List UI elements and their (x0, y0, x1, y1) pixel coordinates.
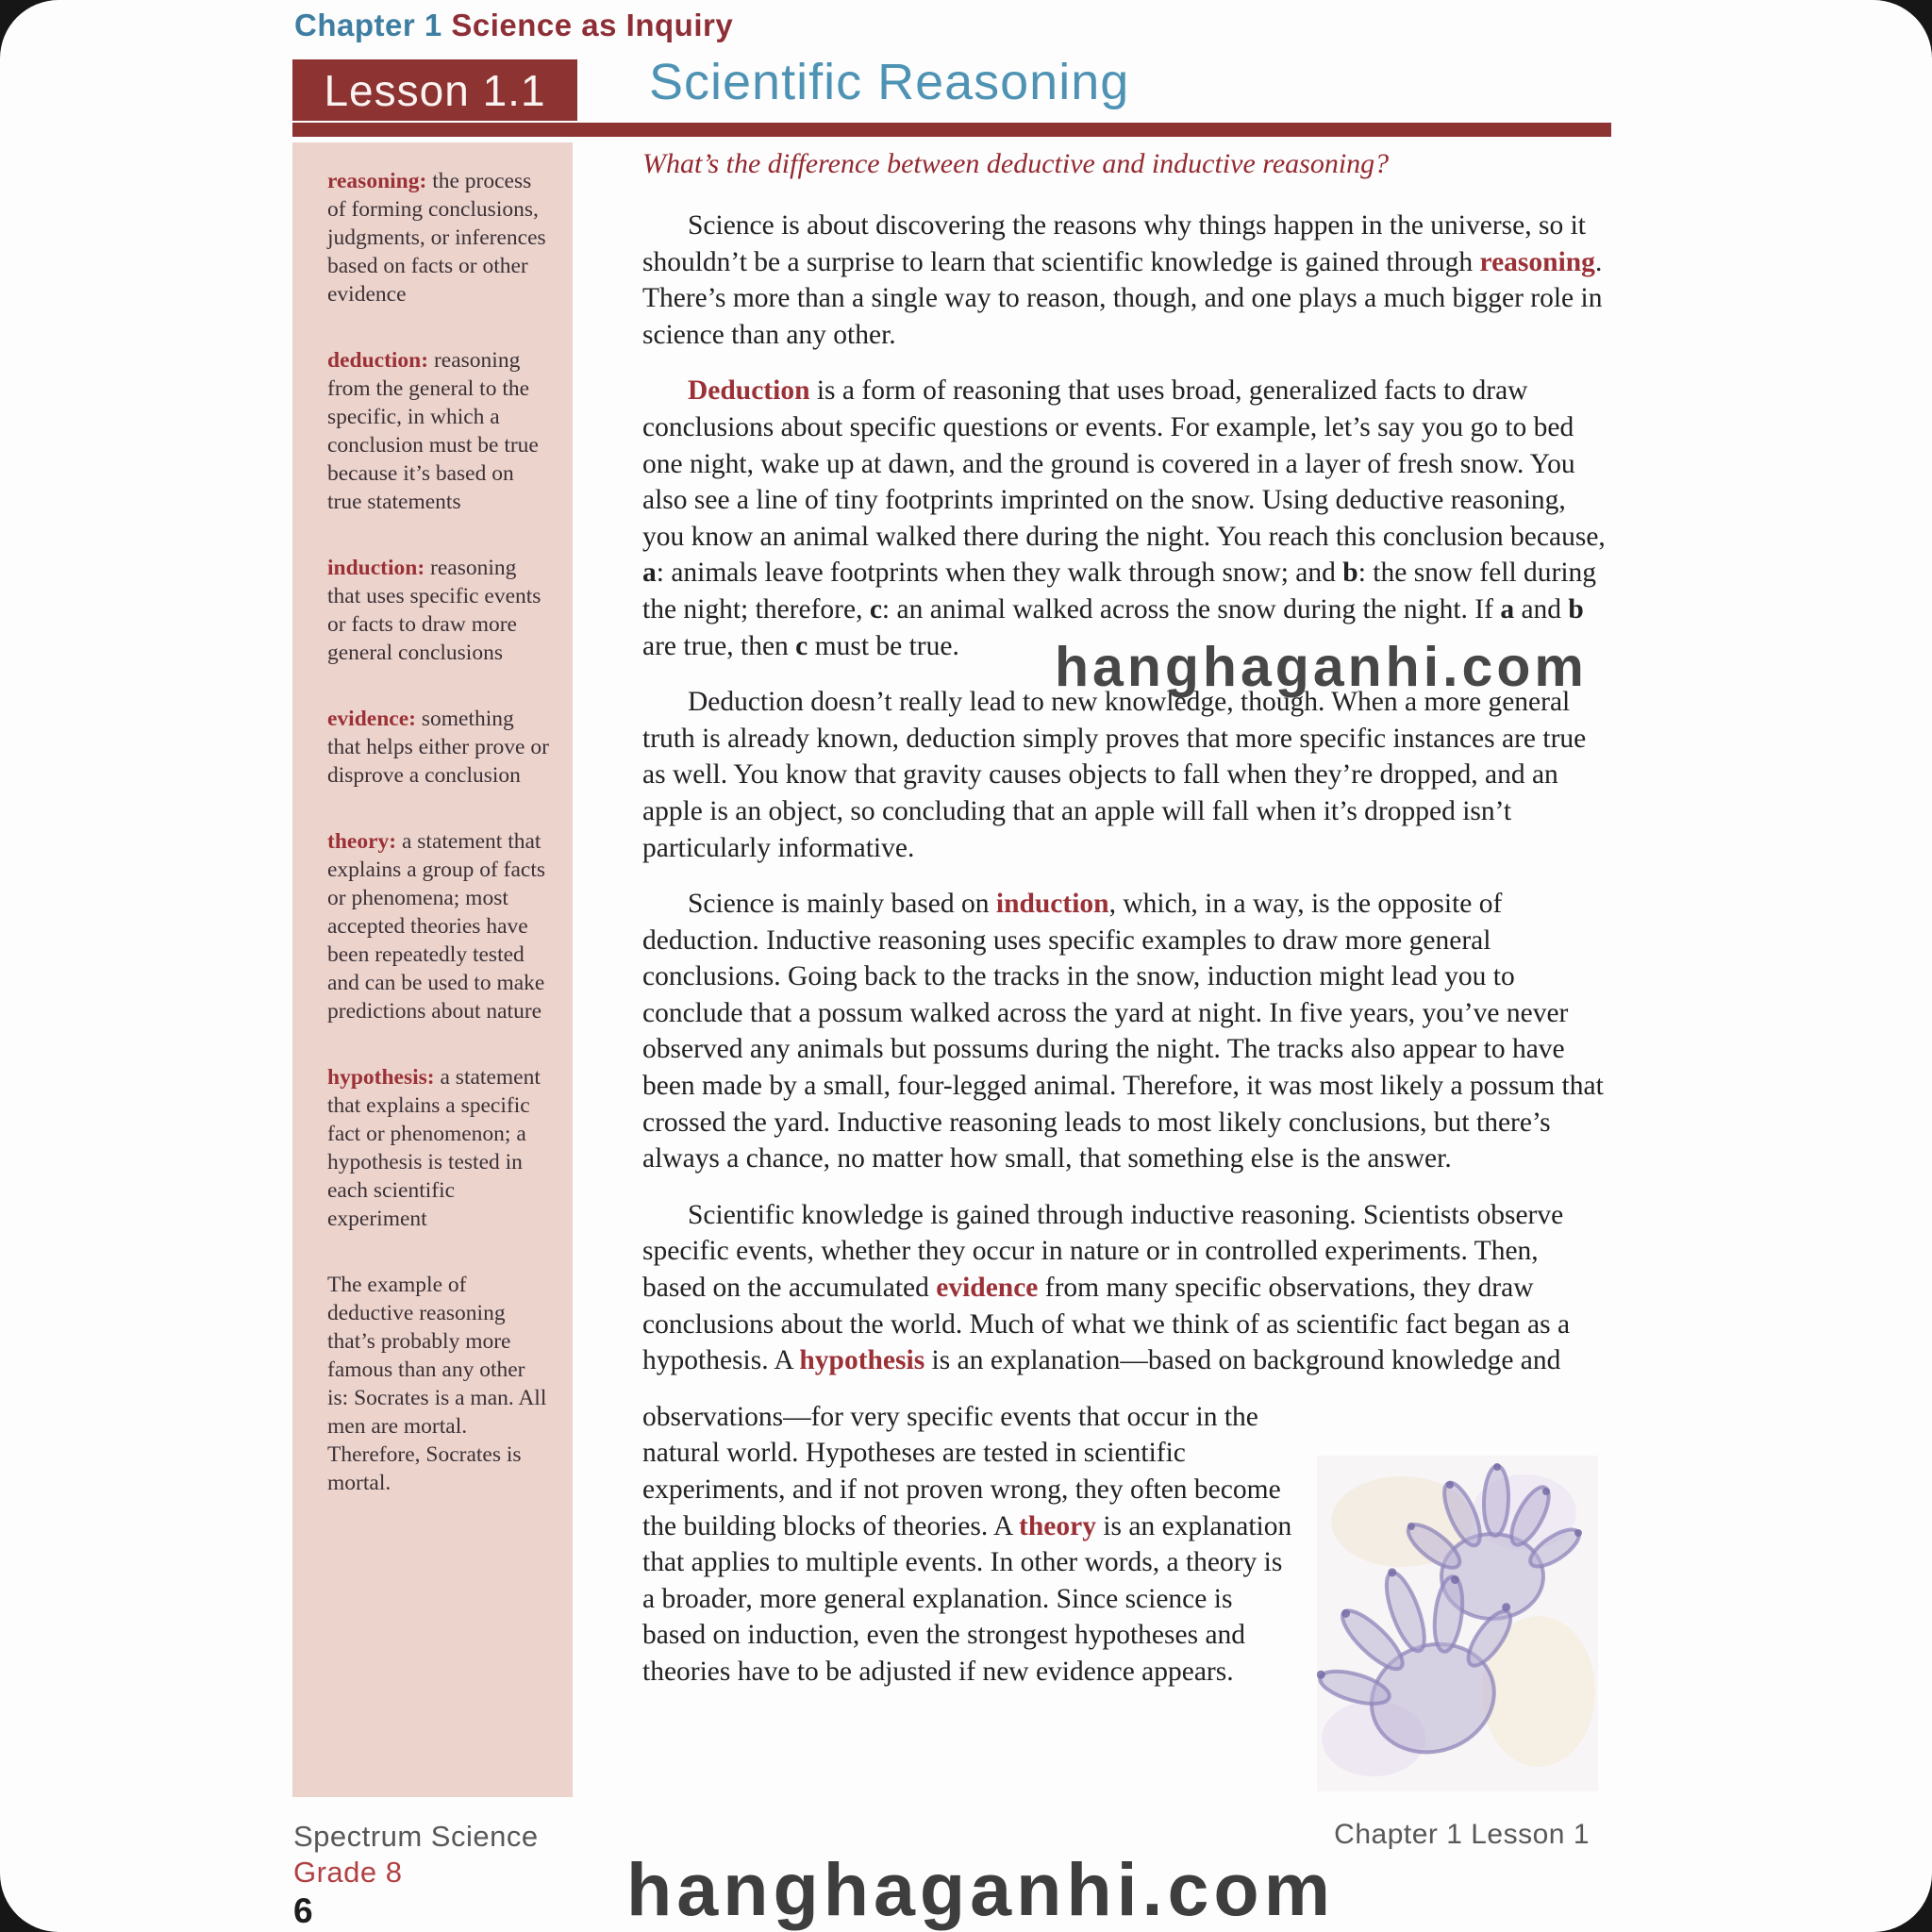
definition-theory (327, 827, 550, 1025)
paragraph-1: Science is about discovering the reasons why things happen in the universe, so it shouldn’t be a surprise to learn that scientific knowledge is gained through reasoning. There’s more than a single way to reason, though, and one plays a much bigger role in science than any other. (642, 210, 1603, 350)
definition-text: reasoning that uses specific events or facts to draw more general conclusions (327, 556, 541, 665)
paragraph-5-continued: observations—for very specific events that occur in the natural world. Hypotheses are tested in scientific experiments, and if not proven wrong, they often become the building blocks of theories. A theory is an explanation that applies to multiple events. In other words, a theory is a broader, more general explanation. Since science is based on induction, even the strongest hypotheses and theories have to be adjusted if new evidence appears. (642, 1401, 1292, 1687)
definition-term: theory: (327, 829, 397, 854)
definition-text: a statement that explains a specific fact or phenomenon; a hypothesis is tested in each scientific experiment (327, 1065, 541, 1231)
chapter-heading (294, 8, 733, 43)
definition-text: a statement that explains a group of facts or phenomena; most accepted theories have been repeatedly tested and can be used to make predictions about nature (327, 829, 546, 1024)
definition-text: the process of forming conclusions, judgments, or inferences based on facts or other evidence (327, 169, 546, 307)
paragraph-5: Scientific knowledge is gained through inductive reasoning. Scientists observe specific events, whether they occur in nature or in controlled experiments. Then, based on the accumulated evidence from many specific observations, they draw conclusions about the world. Much of what we think of as scientific fact began as a hypothesis. A hypothesis is an explanation—based on background knowledge and (642, 1199, 1571, 1376)
chapter-title: Science as Inquiry (451, 8, 734, 42)
paragraph-2: Deduction is a form of reasoning that uses broad, generalized facts to draw conclusions about specific questions or events. For example, let’s say you go to bed one night, wake up at dawn, and the ground is covered in a layer of fresh snow. You also see a line of tiny footprints imprinted on the snow. Using deductive reasoning, you know an animal walked there during the night. You reach this conclusion because, a: animals leave footprints when they walk through snow; and b: the snow fell during the night; therefore, c: an animal walked across the snow during the night. If a and b are true, then c must be true. (642, 375, 1606, 661)
definition-text: something that helps either prove or disprove a conclusion (327, 707, 549, 788)
definition-term: induction: (327, 556, 425, 580)
watermark-bottom: hanghaganhi.com (626, 1847, 1335, 1931)
lead-question: What’s the difference between deductive and inductive reasoning? (642, 148, 1390, 179)
definition-term: reasoning: (327, 169, 427, 193)
paragraph-4: Science is mainly based on induction, which, in a way, is the opposite of deduction. Inductive reasoning uses specific examples to draw more general conclusions. Going back to the tracks in the snow, induction might lead you to conclude that a possum walked across the yard at night. In five years, you’ve never observed any animals but possums during the night. The tracks also appear to have been made by a small, four-legged animal. Therefore, it was most likely a possum that crossed the yard. Inductive reasoning leads to most likely conclusions, but there’s always a chance, no matter how small, that something else is the answer. (642, 889, 1604, 1174)
definition-term: hypothesis: (327, 1065, 435, 1090)
lesson-label: Lesson 1.1 (324, 65, 546, 115)
lesson-number-banner (292, 59, 577, 121)
paragraph-3: Deduction doesn’t really lead to new knowledge, though. When a more general truth is already known, deduction simply proves that more specific instances are true as well. You know that gravity causes objects to fall when they’re dropped, and an apple is an object, so concluding that an apple will fall when it’s dropped isn’t particularly informative. (642, 687, 1587, 863)
glossary-sidebar (292, 142, 573, 1797)
paw-prints-illustration (1317, 1456, 1598, 1791)
watermark-overlay: hanghaganhi.com (1055, 636, 1588, 698)
sidebar-note-socrates: The example of deductive reasoning that’s probably more famous than any other is: Socrates is a man. All men are mortal. Therefore, Socrates is mortal. (327, 1273, 547, 1495)
definition-term: deduction: (327, 348, 429, 373)
definition-hypothesis (327, 1063, 550, 1233)
header-divider-rule (292, 123, 1611, 137)
definition-induction (327, 554, 550, 667)
chapter-label: Chapter 1 (294, 8, 442, 42)
footer-grade: Grade 8 (293, 1856, 403, 1889)
definition-term: evidence: (327, 707, 416, 731)
page-number: 6 (293, 1891, 313, 1930)
footer-lesson-reference: Chapter 1 Lesson 1 (1334, 1819, 1590, 1850)
definition-evidence (327, 705, 550, 790)
footer-imprint: Spectrum Science (293, 1820, 539, 1853)
definition-text: reasoning from the general to the specific, in which a conclusion must be true because it’s based on true statements (327, 348, 539, 514)
definition-deduction (327, 346, 550, 516)
footer-left (293, 1819, 539, 1932)
definition-reasoning (327, 167, 550, 308)
lesson-title: Scientific Reasoning (649, 54, 1130, 110)
paw-prints-image (1317, 1456, 1598, 1791)
